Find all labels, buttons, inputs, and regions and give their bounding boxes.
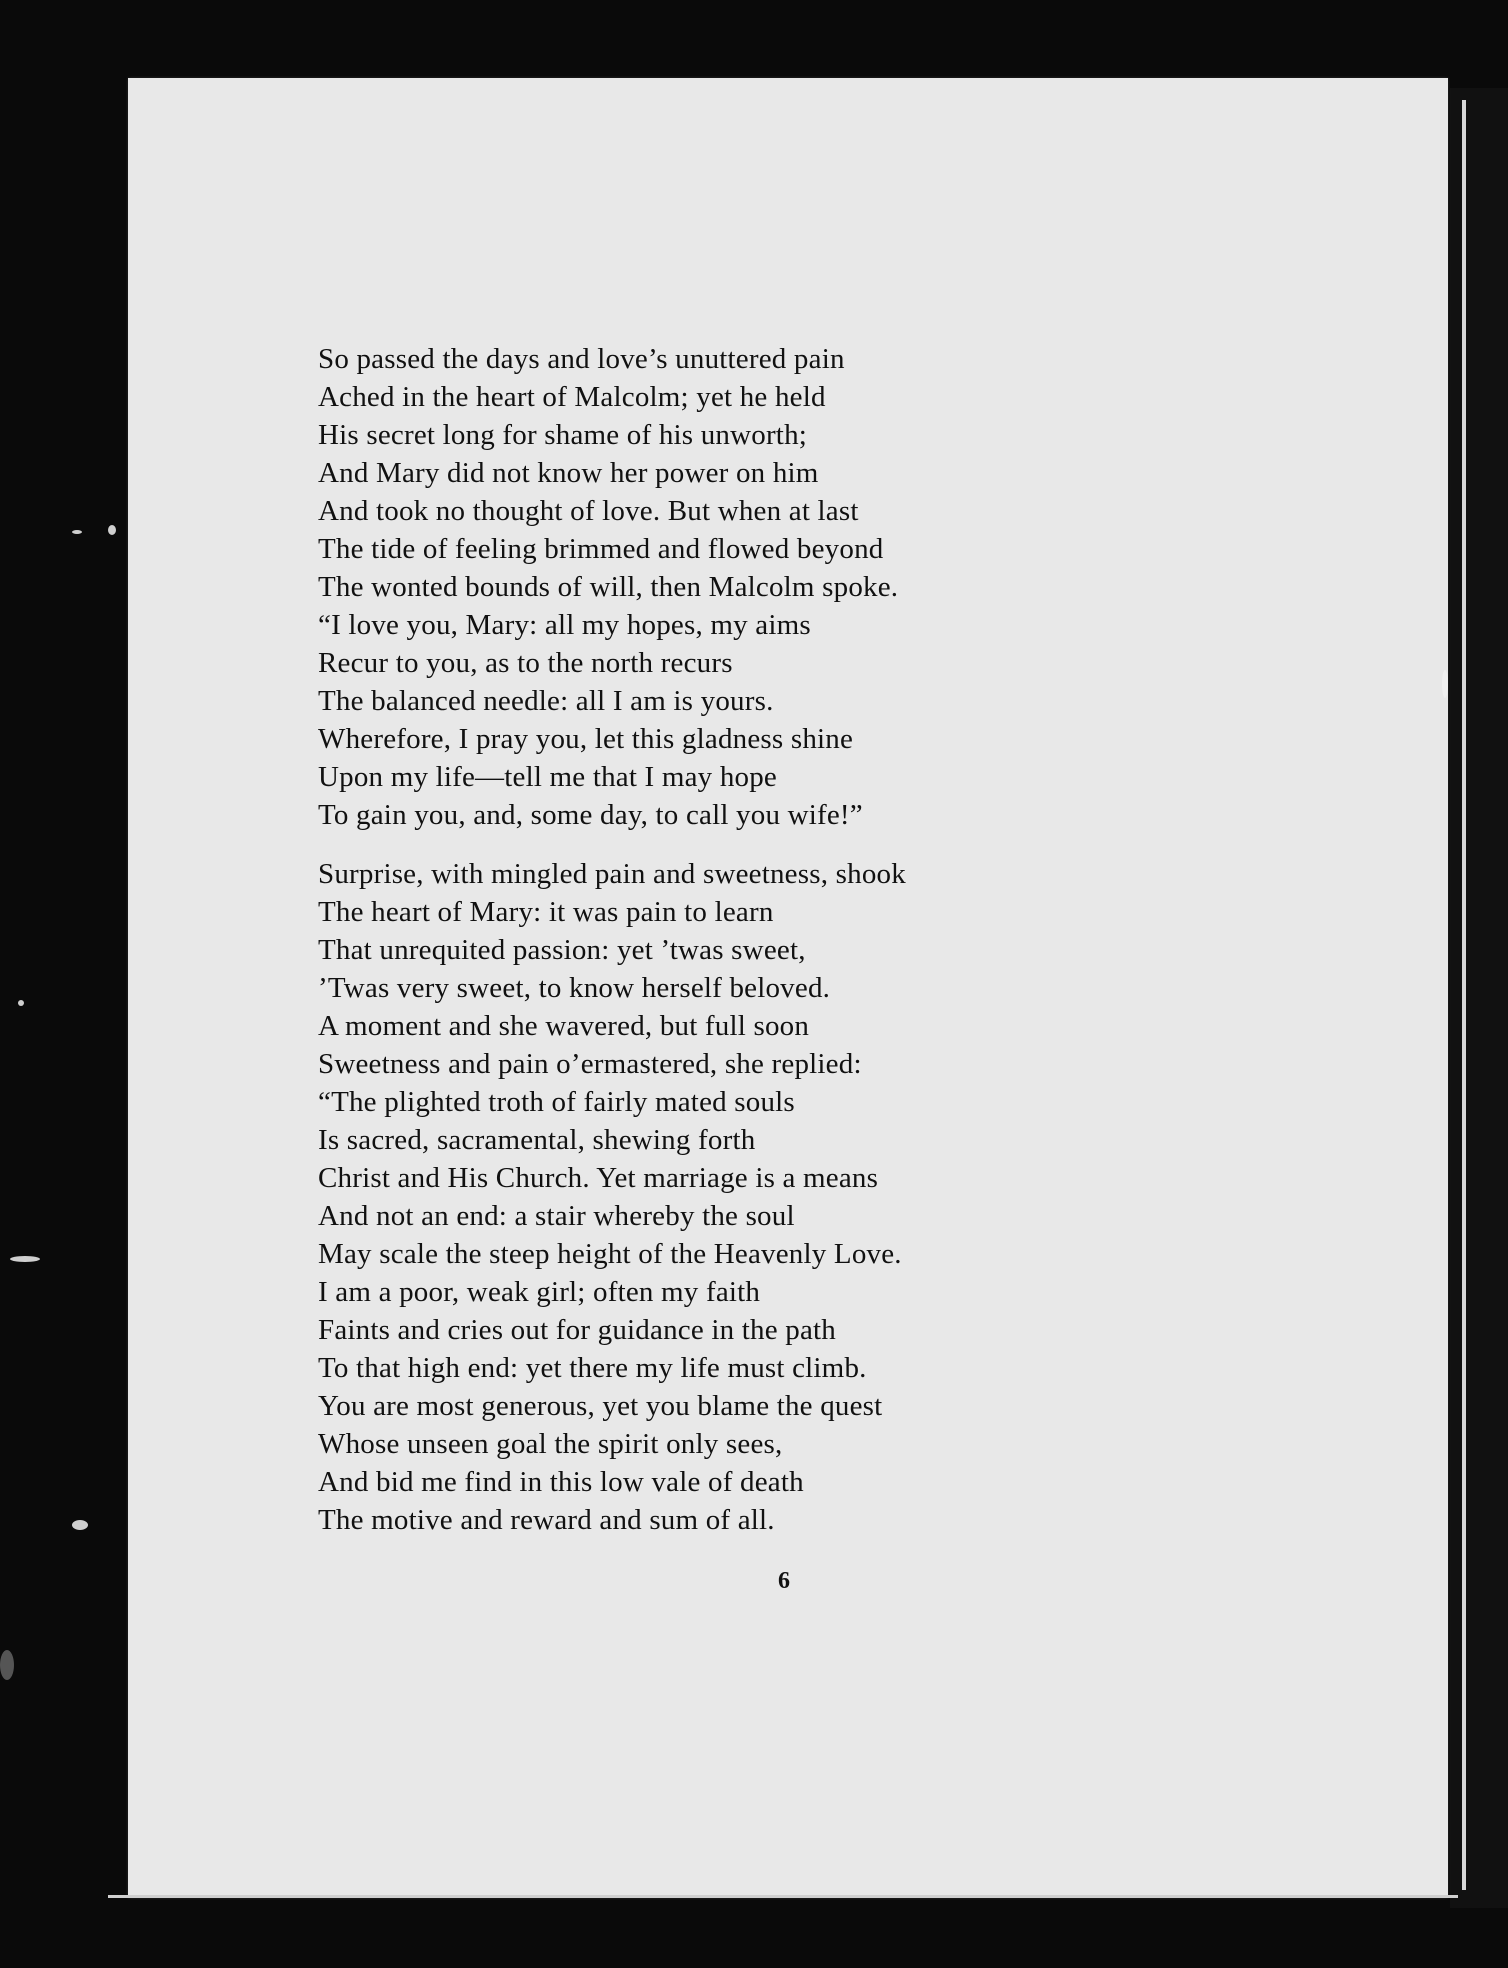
poem-line: The tide of feeling brimmed and flowed beyond [318, 533, 884, 565]
page-edge-shadow [1450, 88, 1508, 1908]
stanza-2 [318, 855, 1378, 1539]
poem-line: Surprise, with mingled pain and sweetness, shook [318, 858, 906, 890]
poem-line: And not an end: a stair whereby the soul [318, 1200, 795, 1232]
poem-line: His secret long for shame of his unworth; [318, 419, 808, 451]
scan-speck [10, 1256, 40, 1262]
poem-line: The wonted bounds of will, then Malcolm spoke. [318, 571, 899, 603]
poem-line: May scale the steep height of the Heavenly Love. [318, 1238, 902, 1270]
poem-line: Christ and His Church. Yet marriage is a means [318, 1162, 879, 1194]
poem-line: Recur to you, as to the north recurs [318, 647, 733, 679]
poem-line: I am a poor, weak girl; often my faith [318, 1276, 761, 1308]
poem-line: Ached in the heart of Malcolm; yet he held [318, 381, 826, 413]
poem-line: Whose unseen goal the spirit only sees, [318, 1428, 783, 1460]
poem-line: ’Twas very sweet, to know herself beloved. [318, 972, 831, 1004]
poem-line: That unrequited passion: yet ’twas sweet, [318, 934, 806, 966]
next-page-edge [1462, 100, 1466, 1890]
poem-line: Faints and cries out for guidance in the path [318, 1314, 836, 1346]
scan-speck [18, 1000, 24, 1006]
scan-speck [0, 1650, 14, 1680]
scan-speck [72, 1520, 88, 1530]
stanza-1 [318, 340, 1378, 834]
poem-line: The motive and reward and sum of all. [318, 1504, 775, 1536]
poem-line: “I love you, Mary: all my hopes, my aims [318, 609, 811, 641]
scan-speck [108, 525, 116, 535]
poem-line: You are most generous, yet you blame the quest [318, 1390, 883, 1422]
poem-line: A moment and she wavered, but full soon [318, 1010, 810, 1042]
poem-line: The balanced needle: all I am is yours. [318, 685, 774, 717]
poem-line: Is sacred, sacramental, shewing forth [318, 1124, 756, 1156]
poem-line: Upon my life—tell me that I may hope [318, 761, 778, 793]
poem-line: To that high end: yet there my life must climb. [318, 1352, 867, 1384]
poem-text [318, 340, 1378, 1539]
poem-line: The heart of Mary: it was pain to learn [318, 896, 774, 928]
poem-line: Sweetness and pain o’ermastered, she replied: [318, 1048, 862, 1080]
page-bottom-edge [108, 1895, 1458, 1898]
poem-line: And took no thought of love. But when at last [318, 495, 859, 527]
poem-line: So passed the days and love’s unuttered pain [318, 343, 845, 375]
poem-line: And bid me find in this low vale of death [318, 1466, 804, 1498]
poem-line: To gain you, and, some day, to call you wife!” [318, 799, 863, 831]
poem-line: “The plighted troth of fairly mated souls [318, 1086, 795, 1118]
poem-line: And Mary did not know her power on him [318, 457, 819, 489]
scan-speck [1442, 670, 1448, 698]
page-number: 6 [778, 1568, 790, 1594]
scan-speck [72, 530, 82, 534]
poem-line: Wherefore, I pray you, let this gladness shine [318, 723, 854, 755]
